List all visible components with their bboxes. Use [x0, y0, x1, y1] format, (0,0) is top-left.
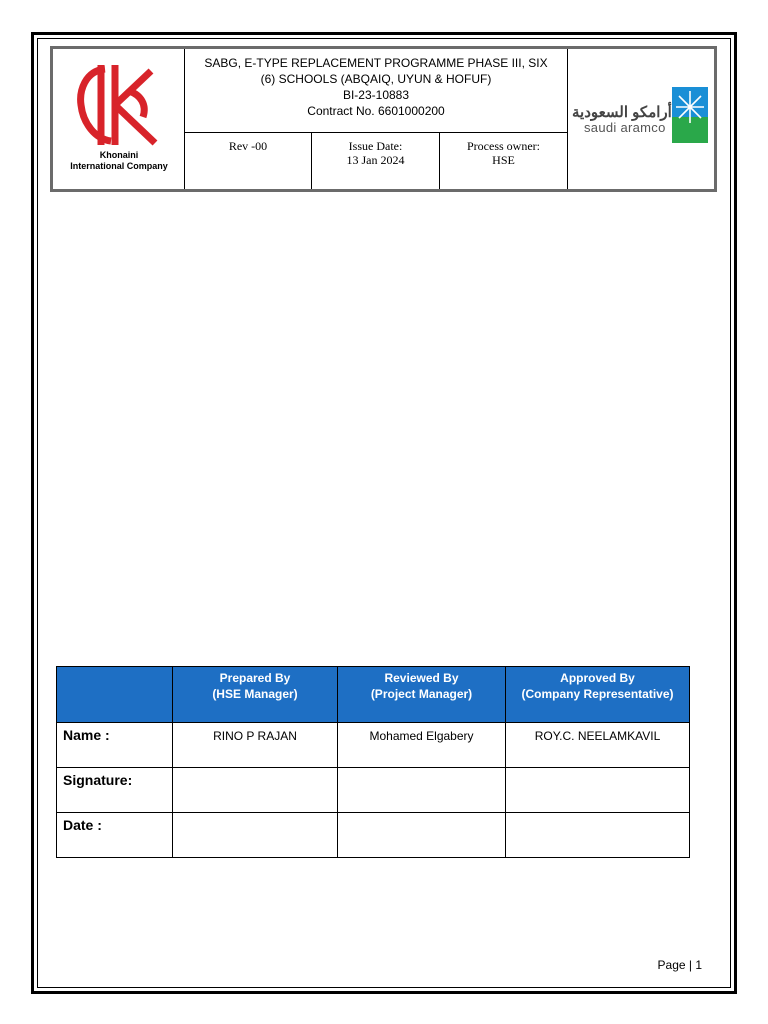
row-label-date: Date : — [57, 813, 173, 858]
company-name — [53, 150, 185, 172]
signature-approved — [506, 768, 690, 813]
date-reviewed — [338, 813, 506, 858]
date-approved — [506, 813, 690, 858]
name-prepared: RINO P RAJAN — [173, 723, 338, 768]
revision-value: Rev -00 — [228, 139, 268, 153]
name-reviewed: Mohamed Elgabery — [338, 723, 506, 768]
process-owner-label: Process owner: — [467, 139, 540, 153]
row-label-name: Name : — [57, 723, 173, 768]
page-number: Page | 1 — [657, 958, 702, 972]
company-logo-cell — [53, 49, 185, 189]
issue-date-value: 13 Jan 2024 — [346, 153, 405, 167]
signature-reviewed — [338, 768, 506, 813]
row-label-signature: Signature: — [57, 768, 173, 813]
prepared-by-title: Prepared By — [219, 671, 291, 685]
name-approved: ROY.C. NEELAMKAVIL — [506, 723, 690, 768]
approval-header-approved — [506, 667, 690, 723]
reviewed-by-role: (Project Manager) — [370, 687, 473, 701]
prepared-by-role: (HSE Manager) — [212, 687, 298, 701]
approval-table — [56, 666, 690, 858]
approval-row-signature — [57, 768, 690, 813]
aramco-english-wordmark: saudi aramco — [584, 120, 666, 135]
approval-header-prepared — [173, 667, 338, 723]
approved-by-title: Approved By — [560, 671, 635, 685]
aramco-star-icon — [672, 87, 708, 143]
issue-date-cell — [312, 133, 440, 189]
date-prepared — [173, 813, 338, 858]
company-name-line1: Khonaini — [99, 150, 139, 160]
document-header — [50, 46, 717, 192]
issue-date-label: Issue Date: — [348, 139, 403, 153]
client-logo-cell — [567, 49, 714, 189]
aramco-arabic-wordmark: أرامكو السعودية — [572, 104, 672, 121]
project-title-line1: SABG, E-TYPE REPLACEMENT PROGRAMME PHASE III, SIX — [204, 56, 548, 70]
approval-header-reviewed — [338, 667, 506, 723]
approved-by-role: (Company Representative) — [521, 687, 674, 701]
khonaini-logo-icon — [75, 61, 163, 147]
approval-row-name — [57, 723, 690, 768]
document-number: BI-23-10883 — [342, 88, 410, 102]
approval-header-blank — [57, 667, 173, 723]
process-owner-cell — [440, 133, 567, 189]
process-owner-value: HSE — [492, 153, 515, 167]
revision-cell — [185, 133, 312, 189]
company-name-line2: International Company — [70, 161, 168, 171]
project-title-cell — [185, 49, 567, 133]
approval-header-row — [57, 667, 690, 723]
signature-prepared — [173, 768, 338, 813]
contract-number: Contract No. 6601000200 — [307, 104, 445, 118]
reviewed-by-title: Reviewed By — [384, 671, 459, 685]
approval-row-date — [57, 813, 690, 858]
project-title-line2: (6) SCHOOLS (ABQAIQ, UYUN & HOFUF) — [260, 72, 492, 86]
